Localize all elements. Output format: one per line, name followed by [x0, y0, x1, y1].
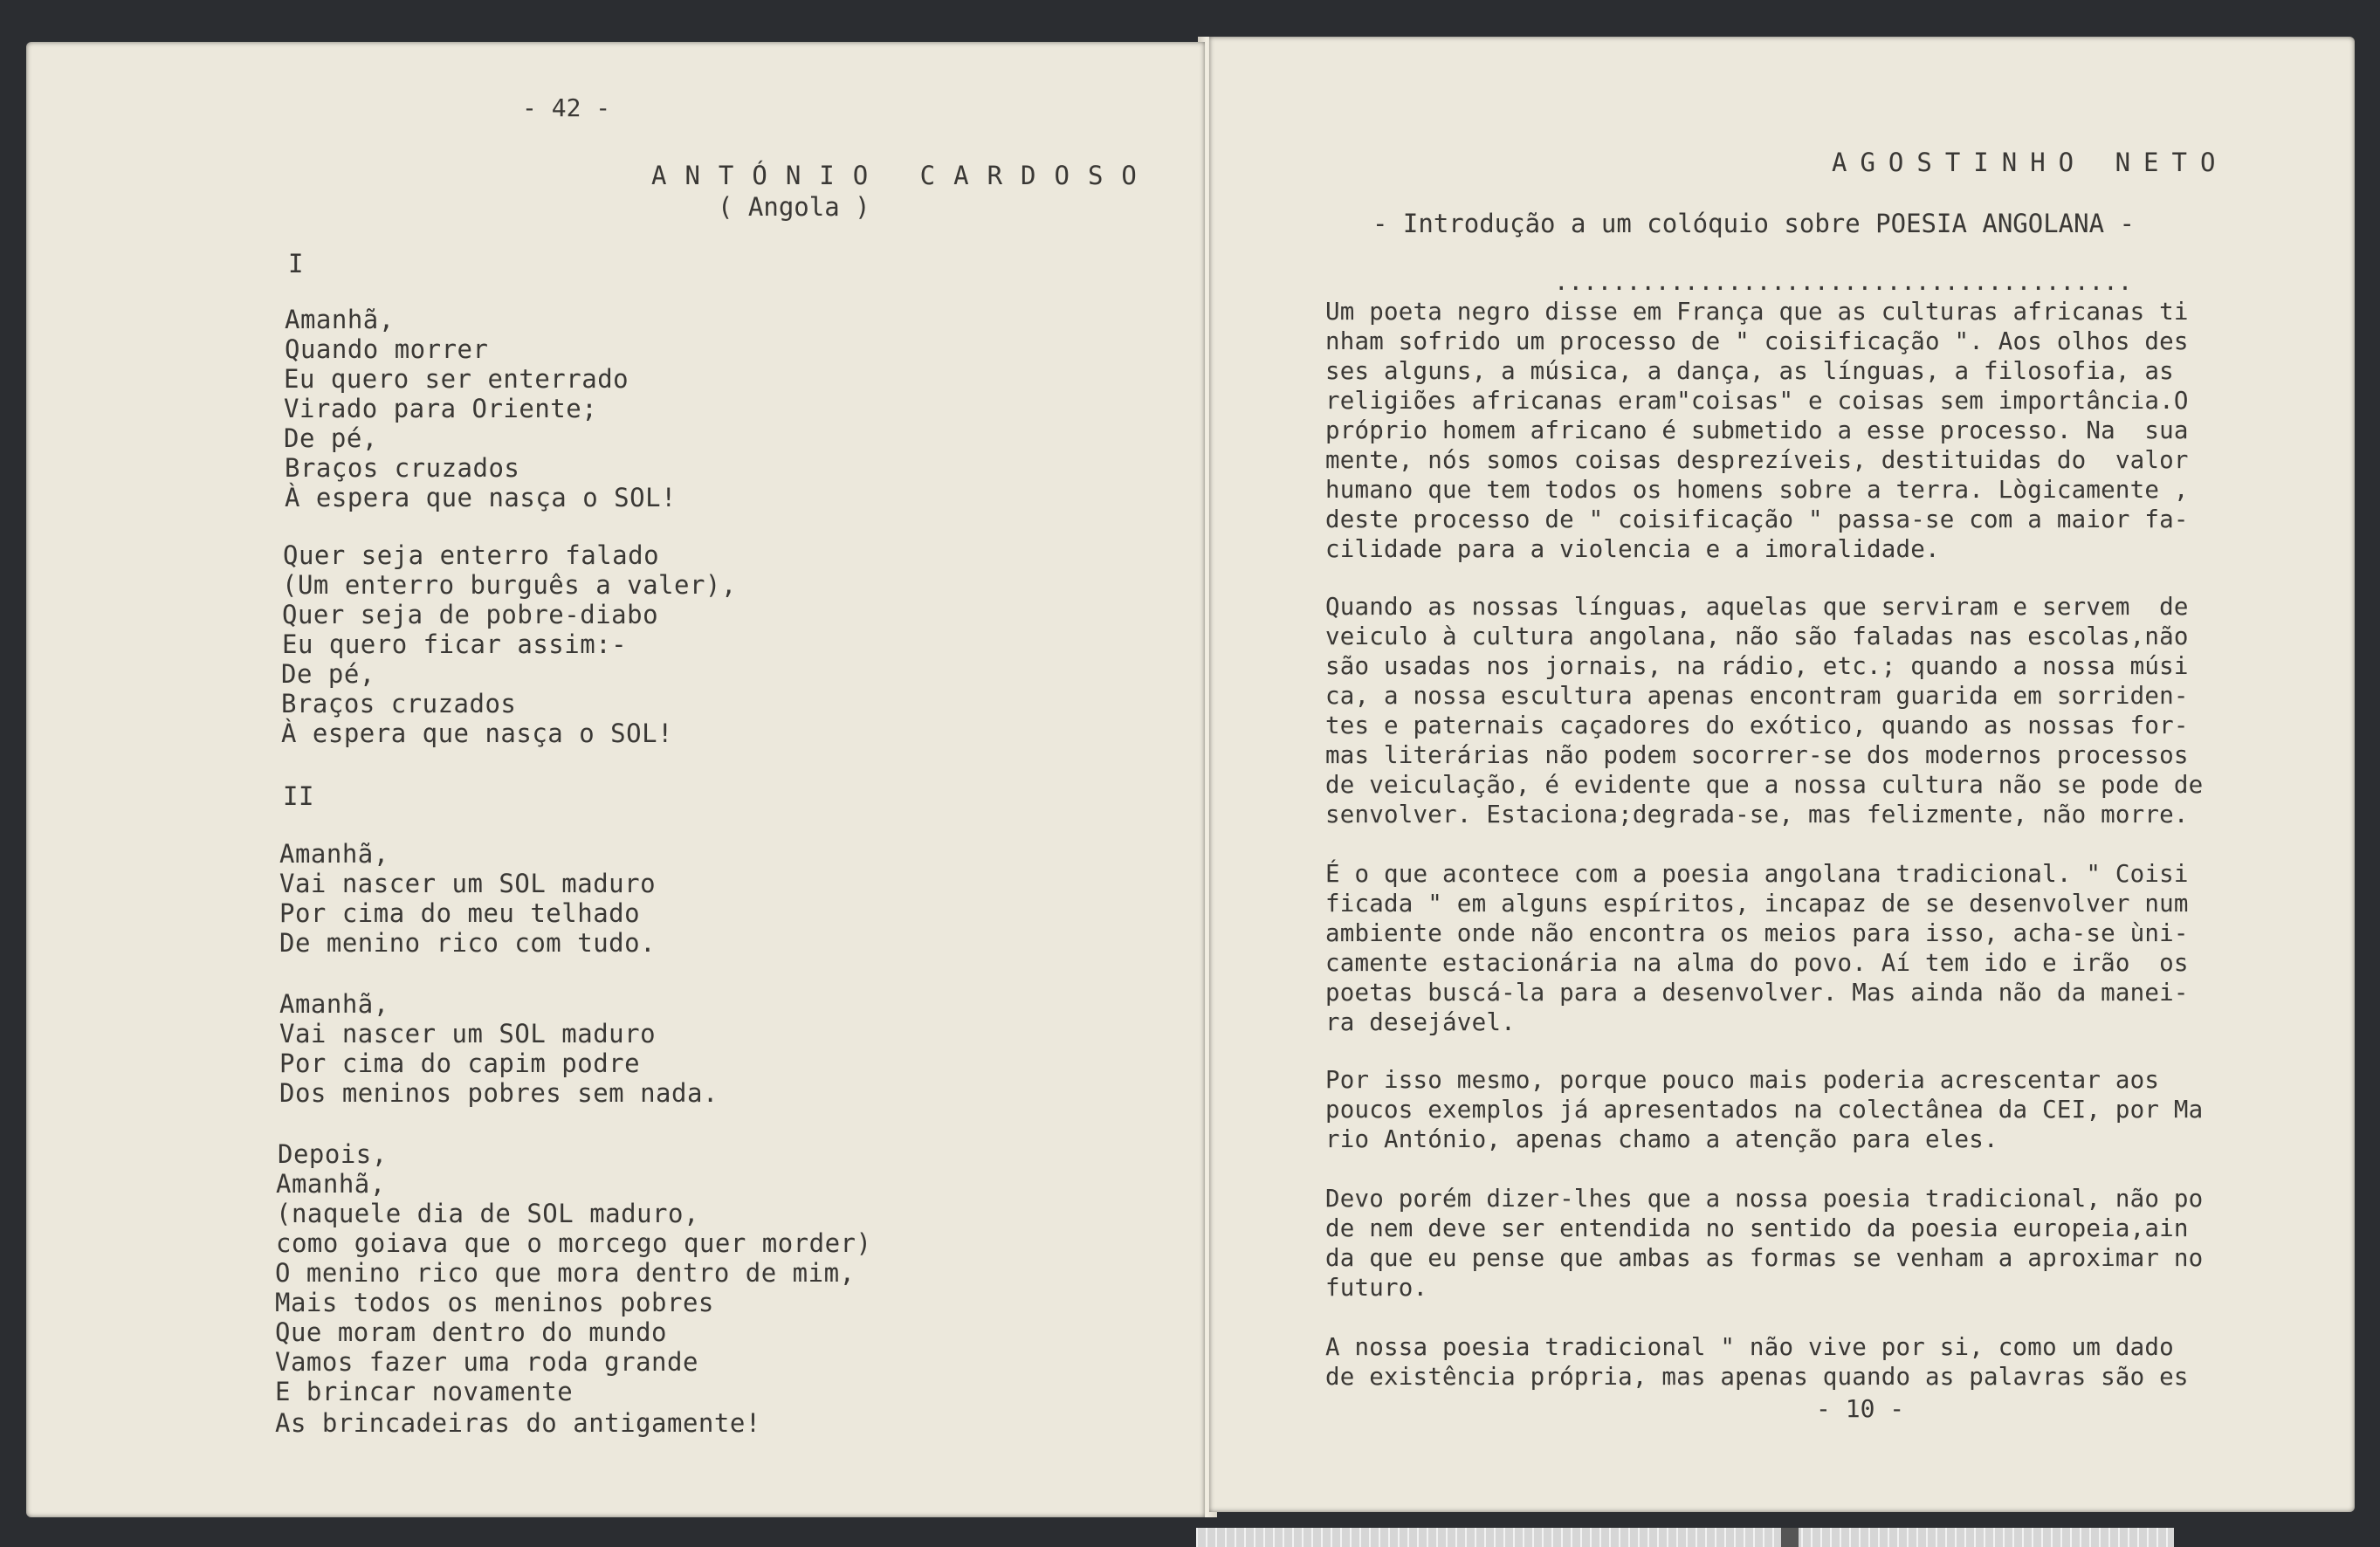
poem-line: De pé,: [281, 659, 375, 689]
prose-line: A nossa poesia tradicional " não vive por si, como um dado: [1325, 1333, 2174, 1361]
prose-line: de existência própria, mas apenas quando as palavras são es: [1325, 1363, 2189, 1391]
prose-line: humano que tem todos os homens sobre a terra. Lògicamente ,: [1325, 476, 2189, 504]
poem-line: II: [283, 781, 314, 811]
poem-line: como goiava que o morcego quer morder): [276, 1228, 872, 1258]
prose-line: ficada " em alguns espíritos, incapaz de se desenvolver num: [1325, 890, 2189, 918]
prose-line: da que eu pense que ambas as formas se venham a aproximar no: [1325, 1244, 2204, 1272]
poem-line: Amanhã,: [279, 989, 389, 1019]
prose-line: futuro.: [1325, 1274, 1428, 1302]
prose-line: poetas buscá-la para a desenvolver. Mas ainda não da manei-: [1325, 979, 2189, 1007]
poem-line: Braços cruzados: [281, 689, 517, 718]
prose-line: de veiculação, é evidente que a nossa cultura não se pode de: [1325, 771, 2204, 799]
prose-line: ses alguns, a música, a dança, as línguas, a filosofia, as: [1325, 357, 2174, 385]
poem-line: (naquele dia de SOL maduro,: [276, 1199, 699, 1228]
poem-line: Virado para Oriente;: [284, 394, 598, 423]
prose-line: são usadas nos jornais, na rádio, etc.; quando a nossa músi: [1325, 652, 2189, 680]
poem-line: Que moram dentro do mundo: [275, 1317, 667, 1347]
prose-line: senvolver. Estaciona;degrada-se, mas felizmente, não morre.: [1325, 801, 2189, 829]
poem-line: Amanhã,: [276, 1169, 386, 1199]
prose-line: ra desejável.: [1325, 1008, 1516, 1036]
dotted-separator: ........................................: [1554, 268, 2133, 296]
poem-line: De pé,: [284, 423, 378, 453]
left-author-name: ANTÓNIO CARDOSO: [651, 161, 1155, 190]
poem-line: I: [288, 249, 304, 278]
prose-line: mas literárias não podem socorrer-se dos modernos processos: [1325, 741, 2189, 769]
prose-line: nham sofrido um processo de " coisificação ". Aos olhos des: [1325, 327, 2189, 355]
poem-line: Amanhã,: [285, 305, 395, 334]
poem-line: Quando morrer: [285, 334, 489, 364]
prose-line: Por isso mesmo, porque pouco mais poderia acrescentar aos: [1325, 1066, 2160, 1094]
prose-line: rio António, apenas chamo a atenção para eles.: [1325, 1125, 1998, 1153]
poem-line: Por cima do meu telhado: [279, 898, 641, 928]
prose-line: Devo porém dizer-lhes que a nossa poesia tradicional, não po: [1325, 1185, 2204, 1213]
poem-line: Quer seja de pobre-diabo: [282, 600, 659, 629]
right-subtitle: - Introdução a um colóquio sobre POESIA ANGOLANA -: [1372, 209, 2135, 238]
left-author-origin: ( Angola ): [718, 192, 870, 222]
prose-line: de nem deve ser entendida no sentido da poesia europeia,ain: [1325, 1214, 2189, 1242]
poem-line: E brincar novamente: [275, 1377, 574, 1406]
poem-line: (Um enterro burguês a valer),: [282, 570, 737, 600]
poem-line: Amanhã,: [279, 839, 389, 869]
poem-line: Vai nascer um SOL maduro: [279, 869, 657, 898]
poem-line: Quer seja enterro falado: [283, 540, 660, 570]
prose-line: ambiente onde não encontra os meios para isso, acha-se ùni-: [1325, 919, 2189, 947]
poem-line: À espera que nasça o SOL!: [285, 483, 677, 512]
left-page-number: - 42 -: [522, 93, 611, 122]
prose-line: mente, nós somos coisas desprezíveis, destituidas do valor: [1325, 446, 2189, 474]
poem-line: Depois,: [278, 1139, 388, 1169]
prose-line: veiculo à cultura angolana, não são faladas nas escolas,não: [1325, 622, 2189, 650]
poem-line: Vai nascer um SOL maduro: [279, 1019, 657, 1049]
prose-line: É o que acontece com a poesia angolana tradicional. " Coisi: [1325, 860, 2189, 888]
prose-line: deste processo de " coisificação " passa-se com a maior fa-: [1325, 505, 2189, 533]
poem-line: Mais todos os meninos pobres: [275, 1288, 714, 1317]
right-author-name: AGOSTINHO NETO: [1832, 148, 2229, 177]
prose-line: cilidade para a violencia e a imoralidade.: [1325, 535, 1940, 563]
poem-line: Vamos fazer uma roda grande: [275, 1347, 698, 1377]
prose-line: camente estacionária na alma do povo. Aí tem ido e irão os: [1325, 949, 2189, 977]
poem-line: Eu quero ser enterrado: [284, 364, 629, 394]
prose-line: poucos exemplos já apresentados na colectânea da CEI, por Ma: [1325, 1096, 2204, 1124]
poem-line: As brincadeiras do antigamente!: [275, 1408, 761, 1438]
prose-line: ca, a nossa escultura apenas encontram guarida em sorriden-: [1325, 682, 2189, 710]
poem-line: De menino rico com tudo.: [279, 928, 657, 958]
poem-line: Eu quero ficar assim:-: [282, 629, 628, 659]
poem-line: Por cima do capim podre: [279, 1049, 641, 1078]
poem-line: Braços cruzados: [285, 453, 520, 483]
prose-line: próprio homem africano é submetido a esse processo. Na sua: [1325, 416, 2189, 444]
poem-line: O menino rico que mora dentro de mim,: [275, 1258, 856, 1288]
scale-ruler: [1196, 1528, 2174, 1547]
prose-line: religiões africanas eram"coisas" e coisas sem importância.O: [1325, 387, 2189, 415]
right-page-number: - 10 -: [1816, 1394, 1905, 1423]
prose-line: Um poeta negro disse em França que as culturas africanas ti: [1325, 298, 2189, 326]
prose-line: tes e paternais caçadores do exótico, quando as nossas for-: [1325, 712, 2189, 739]
poem-line: À espera que nasça o SOL!: [281, 718, 673, 748]
prose-line: Quando as nossas línguas, aquelas que serviram e servem de: [1325, 593, 2189, 621]
poem-line: Dos meninos pobres sem nada.: [279, 1078, 719, 1108]
ruler-dark-segment: [1781, 1528, 1799, 1547]
